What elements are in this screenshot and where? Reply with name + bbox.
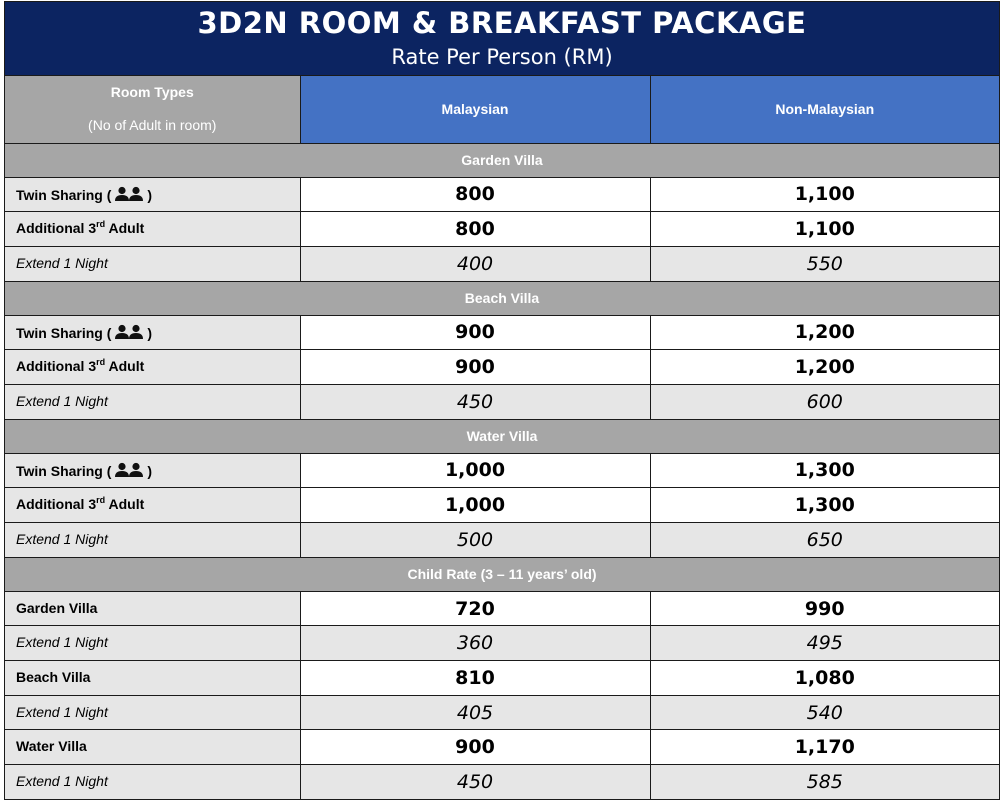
header-malaysian: Malaysian bbox=[300, 76, 650, 143]
malaysian-rate: 900 bbox=[300, 730, 650, 765]
header-non-malaysian: Non-Malaysian bbox=[650, 76, 999, 143]
malaysian-rate: 720 bbox=[300, 591, 650, 626]
two-people-icon bbox=[112, 186, 146, 205]
header-room-types-note: (No of Adult in room) bbox=[88, 117, 217, 133]
row-label-text: Additional 3 bbox=[16, 220, 97, 237]
row-label bbox=[5, 730, 300, 765]
row-label bbox=[5, 212, 300, 247]
row-label bbox=[5, 350, 300, 385]
malaysian-rate: 500 bbox=[300, 523, 650, 558]
malaysian-rate: 360 bbox=[300, 626, 650, 661]
non-malaysian-rate: 1,100 bbox=[650, 177, 999, 212]
row-label-text: Extend 1 Night bbox=[16, 392, 108, 409]
table-row bbox=[5, 591, 999, 626]
section-row bbox=[5, 419, 999, 453]
row-label-text: Garden Villa bbox=[16, 599, 98, 616]
row-label bbox=[5, 523, 300, 558]
malaysian-rate: 405 bbox=[300, 695, 650, 730]
page-subtitle: Rate Per Person (RM) bbox=[391, 45, 613, 69]
non-malaysian-rate: 600 bbox=[650, 384, 999, 419]
row-label bbox=[5, 626, 300, 661]
section-row bbox=[5, 281, 999, 315]
malaysian-rate: 800 bbox=[300, 212, 650, 247]
malaysian-rate: 450 bbox=[300, 384, 650, 419]
non-malaysian-rate: 550 bbox=[650, 246, 999, 281]
non-malaysian-rate: 990 bbox=[650, 591, 999, 626]
malaysian-rate: 1,000 bbox=[300, 453, 650, 488]
ordinal-suffix: rd bbox=[96, 219, 106, 230]
table-row bbox=[5, 246, 999, 281]
table-row bbox=[5, 523, 999, 558]
row-label-text: Beach Villa bbox=[16, 669, 91, 686]
row-label-text: Twin Sharing ( bbox=[16, 186, 112, 203]
non-malaysian-rate: 1,080 bbox=[650, 661, 999, 696]
row-label-text: Extend 1 Night bbox=[16, 703, 108, 720]
table-row bbox=[5, 212, 999, 247]
row-label-text: Twin Sharing ( bbox=[16, 324, 112, 341]
header-room-types-label: Room Types bbox=[110, 84, 194, 100]
table-header-row bbox=[5, 76, 999, 143]
table-row bbox=[5, 488, 999, 523]
row-label-suffix: Adult bbox=[105, 220, 145, 237]
table-row bbox=[5, 730, 999, 765]
table-row bbox=[5, 453, 999, 488]
ordinal-suffix: rd bbox=[96, 495, 106, 506]
malaysian-rate: 1,000 bbox=[300, 488, 650, 523]
row-label-text: Additional 3 bbox=[16, 496, 97, 513]
row-label-text: Extend 1 Night bbox=[16, 773, 108, 790]
non-malaysian-rate: 1,200 bbox=[650, 350, 999, 385]
section-title: Child Rate (3 – 11 years’ old) bbox=[5, 557, 999, 591]
table-row bbox=[5, 626, 999, 661]
table-row bbox=[5, 661, 999, 696]
two-people-icon bbox=[112, 462, 146, 481]
row-label bbox=[5, 315, 300, 350]
row-label-suffix: ) bbox=[147, 186, 153, 203]
row-label bbox=[5, 488, 300, 523]
non-malaysian-rate: 585 bbox=[650, 765, 999, 800]
non-malaysian-rate: 495 bbox=[650, 626, 999, 661]
row-label-suffix: Adult bbox=[105, 496, 145, 513]
malaysian-rate: 900 bbox=[300, 350, 650, 385]
section-title: Water Villa bbox=[5, 419, 999, 453]
ordinal-suffix: rd bbox=[96, 357, 106, 368]
section-row bbox=[5, 143, 999, 177]
row-label-suffix: ) bbox=[147, 324, 153, 341]
malaysian-rate: 450 bbox=[300, 765, 650, 800]
row-label bbox=[5, 453, 300, 488]
section-title: Garden Villa bbox=[5, 143, 999, 177]
row-label bbox=[5, 695, 300, 730]
row-label-text: Extend 1 Night bbox=[16, 634, 108, 651]
malaysian-rate: 900 bbox=[300, 315, 650, 350]
row-label-text: Extend 1 Night bbox=[16, 254, 108, 271]
row-label bbox=[5, 591, 300, 626]
page-title: 3D2N ROOM & BREAKFAST PACKAGE bbox=[197, 6, 807, 40]
non-malaysian-rate: 1,300 bbox=[650, 453, 999, 488]
table-row bbox=[5, 350, 999, 385]
rate-table bbox=[5, 76, 999, 799]
row-label bbox=[5, 765, 300, 800]
row-label-text: Twin Sharing ( bbox=[16, 462, 112, 479]
non-malaysian-rate: 1,170 bbox=[650, 730, 999, 765]
row-label bbox=[5, 246, 300, 281]
non-malaysian-rate: 1,200 bbox=[650, 315, 999, 350]
row-label bbox=[5, 661, 300, 696]
rate-sheet bbox=[4, 1, 1000, 800]
row-label bbox=[5, 384, 300, 419]
rate-table-body bbox=[5, 143, 999, 799]
table-row bbox=[5, 177, 999, 212]
table-row bbox=[5, 384, 999, 419]
malaysian-rate: 400 bbox=[300, 246, 650, 281]
header-room-types bbox=[5, 76, 300, 143]
title-banner bbox=[5, 2, 999, 76]
non-malaysian-rate: 540 bbox=[650, 695, 999, 730]
row-label-suffix: Adult bbox=[105, 358, 145, 375]
non-malaysian-rate: 1,300 bbox=[650, 488, 999, 523]
malaysian-rate: 800 bbox=[300, 177, 650, 212]
section-title: Beach Villa bbox=[5, 281, 999, 315]
non-malaysian-rate: 650 bbox=[650, 523, 999, 558]
row-label-text: Water Villa bbox=[16, 738, 87, 755]
table-row bbox=[5, 315, 999, 350]
row-label-suffix: ) bbox=[147, 462, 153, 479]
row-label bbox=[5, 177, 300, 212]
malaysian-rate: 810 bbox=[300, 661, 650, 696]
row-label-text: Extend 1 Night bbox=[16, 531, 108, 547]
table-row bbox=[5, 695, 999, 730]
non-malaysian-rate: 1,100 bbox=[650, 212, 999, 247]
two-people-icon bbox=[112, 324, 146, 343]
section-row bbox=[5, 557, 999, 591]
table-row bbox=[5, 765, 999, 800]
row-label-text: Additional 3 bbox=[16, 358, 97, 375]
